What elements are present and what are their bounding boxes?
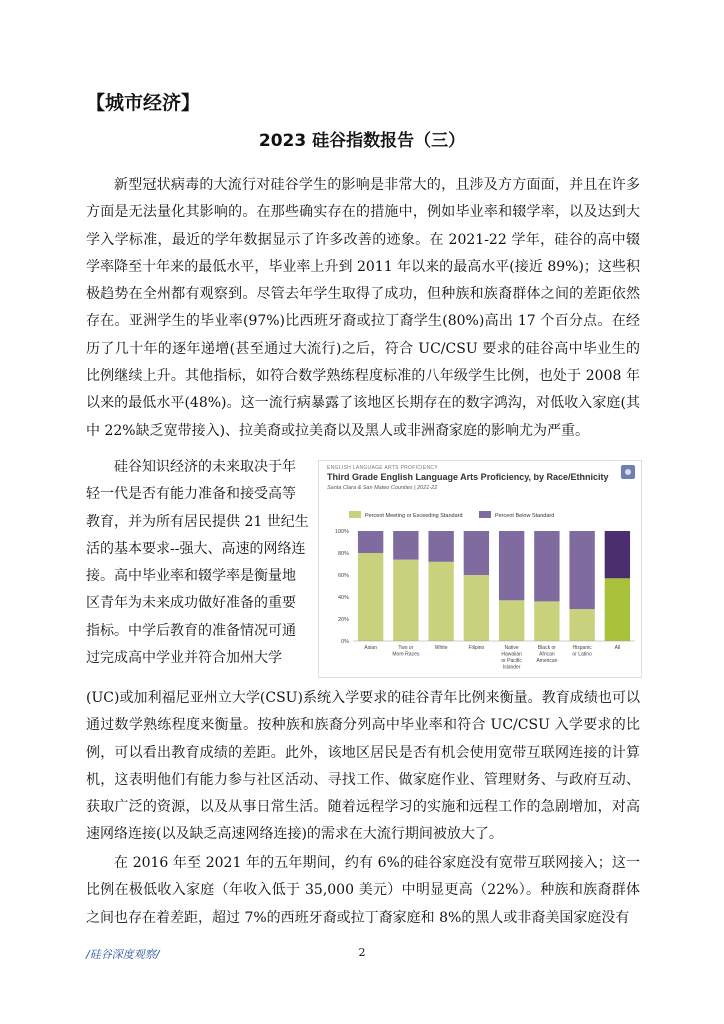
x-tick-label: Islander — [502, 664, 521, 671]
chart-title: Third Grade English Language Arts Proficiency, by Race/Ethnicity — [327, 472, 609, 482]
y-tick-label: 0% — [341, 639, 349, 645]
bar-below-standard — [428, 531, 453, 562]
page-number: 2 — [358, 946, 366, 959]
bar-below-standard — [358, 531, 383, 553]
chart-subtitle: Santa Clara & San Mateo Counties | 2021-22 — [327, 485, 438, 491]
x-tick-label: or Pacific — [501, 658, 522, 664]
x-tick-label: Two or — [398, 645, 414, 651]
bar-meeting-standard — [393, 560, 418, 641]
y-tick-label: 40% — [337, 595, 349, 601]
y-tick-label: 100% — [334, 529, 349, 535]
x-tick-label: More Races — [392, 651, 420, 658]
legend-label: Percent Meeting or Exceeding Standard — [365, 513, 463, 519]
x-tick-label: Hispanic — [572, 645, 592, 651]
bar-meeting-standard — [358, 553, 383, 641]
paragraph-2-line: 硅谷知识经济的未来取决于年 — [114, 459, 296, 475]
paragraph-2-line: 过完成高中学业并符合加州大学 — [86, 650, 282, 667]
x-tick-label: Asian — [364, 645, 377, 651]
bar-below-standard — [499, 531, 524, 600]
paragraph-2-line: 教育，并为所有居民提供 21 世纪生 — [86, 513, 309, 530]
paragraph-2-line: 接。高中毕业率和辍学率是衡量地 — [86, 568, 296, 585]
footer-publication: /硅谷深度观察/ — [86, 948, 160, 961]
bar-below-standard — [605, 531, 630, 578]
y-tick-label: 60% — [337, 573, 349, 579]
paragraph-2-line: 区青年为未来成功做好准备的重要 — [86, 595, 296, 612]
bar-below-standard — [393, 531, 418, 560]
paragraph-2-line: 指标。中学后教育的准备情况可通 — [86, 622, 296, 639]
legend-swatch — [349, 511, 361, 518]
y-tick-label: 20% — [337, 617, 349, 623]
x-tick-label: White — [434, 645, 448, 651]
chart-figure — [318, 460, 642, 678]
bar-meeting-standard — [569, 609, 594, 641]
paragraph-2-line: 轻一代是否有能力准备和接受高等 — [86, 486, 296, 503]
bar-below-standard — [464, 531, 489, 575]
bar-below-standard — [569, 531, 594, 609]
x-tick-label: All — [614, 645, 621, 651]
paragraph-1: 新型冠状病毒的大流行对硅谷学生的影响是非常大的，且涉及方方面面，并且在许多方面是无法量化其影响的。在那些确实存在的措施中，例如毕业率和辍学率，以及达到大学入学标准，最近的学年数据显示了许多改善的迹象。在 2021-22 学年，硅谷的高中辍学率降至十年来的最低水平，毕业率上升到 2011 年以来的最高水平(接近 89%)；这些积极趋势在全州都有观察到。尽管去年学生取得了成功，但种族和族裔群体之间的差距依然存在。亚洲学生的毕业率(97%)比西班牙裔或拉丁裔学生(80%)高出 17 个百分点。在经历了几十年的逐年递增(甚至通过大流行)之后，符合 UC/CSU 要求的硅谷高中毕业生的比例继续上升。其他指标，如符合数学熟练程度标准的八年级学生比例，也处于 2008 年以来的最低水平(48%)。这一流行病暴露了该地区长期存在的数字鸿沟，对低收入家庭(其中 22%缺乏宽带接入)、拉美裔或拉美裔以及黑人或非洲裔家庭的影响尤为严重。 — [86, 177, 640, 439]
page-title: 2023 硅谷指数报告（三） — [258, 131, 466, 151]
x-tick-label: African — [539, 651, 555, 658]
y-tick-label: 80% — [337, 551, 349, 557]
paragraph-2-wrapped — [86, 454, 310, 672]
x-tick-label: Native — [504, 645, 519, 651]
x-tick-label: American — [536, 658, 558, 664]
x-tick-label: Hawaiian — [501, 651, 522, 658]
x-tick-label: or Latino — [572, 651, 592, 658]
section-tag: 【城市经济】 — [86, 92, 201, 114]
bar-meeting-standard — [464, 575, 489, 641]
x-tick-label: Filipino — [468, 645, 485, 651]
bar-meeting-standard — [499, 600, 524, 641]
x-tick-label: Black or — [537, 645, 556, 651]
paragraph-2-continued: (UC)或加利福尼亚州立大学(CSU)系统入学要求的硅谷青年比例来衡量。教育成绩也可以通过数学熟练程度来衡量。按种族和族裔分列高中毕业率和符合 UC/CSU 入学要求的比例，可以看出教育成绩的差距。此外，该地区居民是否有机会使用宽带互联网连接的计算机，这表明他们有能力参与社区活动、寻找工作、做家庭作业、管理财务、与政府互动、获取广泛的资源，以及从事日常生活。随着远程学习的实施和远程工作的急剧增加，对高速网络连接(以及缺乏高速网络连接)的需求在大流行期间被放大了。 — [86, 690, 640, 843]
bar-below-standard — [534, 531, 559, 601]
chart-kicker: ENGLISH LANGUAGE ARTS PROFICIENCY — [327, 465, 438, 471]
paragraph-2-line: 活的基本要求--强大、高速的网络连 — [86, 540, 306, 557]
chart-canvas — [319, 461, 641, 677]
paragraph-3: 在 2016 年至 2021 年的五年期间，约有 6%的硅谷家庭没有宽带互联网接入；这一比例在极低收入家庭（年收入低于 35,000 美元）中明显更高（22%）。种族和族裔群体之间也存在着差距，超过 7%的西班牙裔或拉丁裔家庭和 8%的黑人或非裔美国家庭没有 — [86, 855, 640, 926]
bar-meeting-standard — [534, 601, 559, 641]
legend-swatch — [479, 511, 491, 518]
bar-meeting-standard — [605, 578, 630, 641]
legend-label: Percent Below Standard — [495, 513, 555, 519]
bar-meeting-standard — [428, 562, 453, 641]
